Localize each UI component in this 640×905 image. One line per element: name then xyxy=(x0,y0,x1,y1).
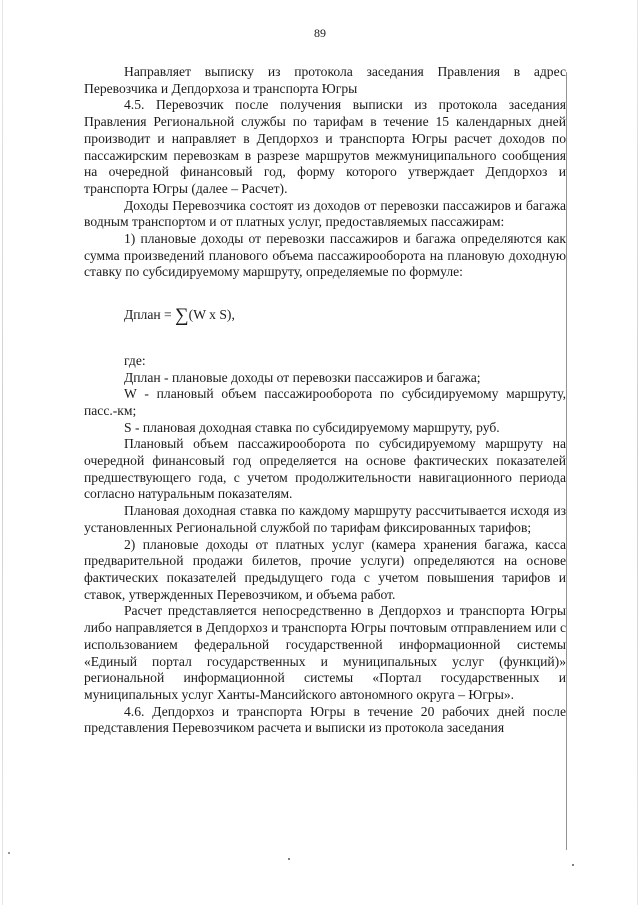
scan-dot xyxy=(8,852,10,854)
formula-left: Дплан = xyxy=(124,307,172,323)
formula xyxy=(84,307,566,325)
paragraph: 2) плановые доходы от платных услуг (камера хранения багажа, касса предварительной продажи билетов, прочие услуги) определяются на основе фактических показателей предыдущего года с учетом повышения тарифов и ставок, утвержденных Перевозчиком, и объема работ. xyxy=(84,536,566,602)
paragraph: Доходы Перевозчика состоят из доходов от перевозки пассажиров и багажа водным транспортом и от платных услуг, предоставляемых пассажирам: xyxy=(84,197,566,230)
where-label: где: xyxy=(124,352,146,368)
sigma-symbol: ∑ xyxy=(175,305,189,327)
paragraph: Направляет выписку из протокола заседания Правления в адрес Перевозчика и Депдорхоза и транспорта Югры xyxy=(84,64,566,96)
formula-right: (W x S), xyxy=(188,307,235,323)
scan-border-line xyxy=(566,72,567,850)
scan-dot xyxy=(572,864,574,866)
paragraph: Плановый объем пассажирооборота по субсидируемому маршруту на очередной финансовый год определяется на основе фактических показателей предшествующего года, с учетом продолжительности навигационного периода согласно натуральным показателям. xyxy=(84,436,566,502)
scan-edge-right xyxy=(637,0,638,905)
definition: Дплан - плановые доходы от перевозки пассажиров и багажа; xyxy=(124,369,481,385)
definition: S - плановая доходная ставка по субсидируемому маршруту, руб. xyxy=(124,419,500,435)
definition: W - плановый объем пассажирооборота по субсидируемому маршруту, пасс.-км; xyxy=(84,386,566,418)
paragraph: 4.5. Перевозчик после получения выписки из протокола заседания Правления Региональной службы по тарифам в течение 15 календарных дней производит и направляет в Депдорхоз и транспорта Югры расчет доходов по пассажирским перевозкам в разрезе маршрутов межмуниципального сообщения на очередной финансовый год, форму которого утверждает Депдорхоз и транспорта Югры (далее – Расчет). xyxy=(84,97,566,196)
paragraph: 4.6. Депдорхоз и транспорта Югры в течение 20 рабочих дней после представления Перевозчиком расчета и выписки из протокола заседания xyxy=(84,703,566,736)
paragraph: Расчет представляется непосредственно в Депдорхоз и транспорта Югры либо направляется в Депдорхоз и транспорта Югры почтовым отправлением или с использованием федеральной государственной информационной системы «Единый портал государственных и муниципальных услуг (функций)» региональной информационной системы «Портал государственных и муниципальных услуг Ханты-Мансийского автономного округа – Югры». xyxy=(84,603,566,702)
scan-edge-left xyxy=(2,0,3,905)
scan-dot xyxy=(288,858,290,860)
page-number: 89 xyxy=(314,26,326,40)
paragraph: Плановая доходная ставка по каждому маршруту рассчитывается исходя из установленных Региональной службой по тарифам фиксированных тарифов; xyxy=(84,503,566,535)
paragraph: 1) плановые доходы от перевозки пассажиров и багажа определяются как сумма произведений планового объема пассажирооборота на плановую доходную ставку по субсидируемому маршруту, определяемые по формуле: xyxy=(84,231,566,280)
document-body xyxy=(84,64,566,737)
